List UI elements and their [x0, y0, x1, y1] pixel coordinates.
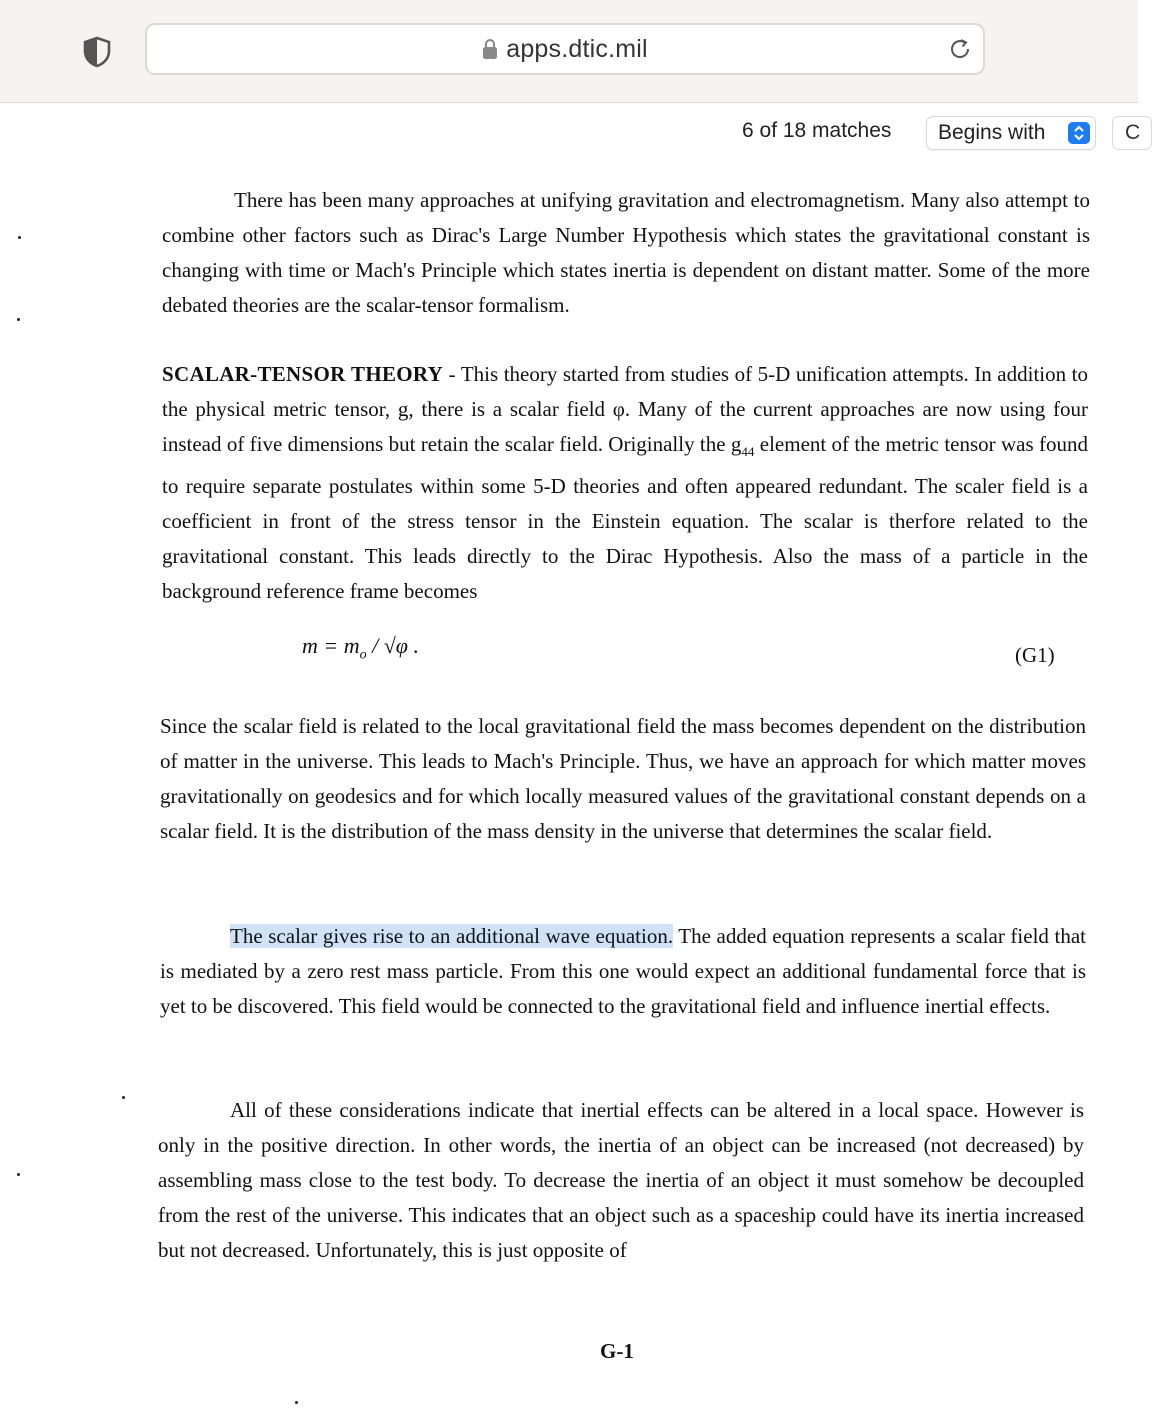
find-mode-select[interactable]: [926, 116, 1096, 150]
match-count: 6 of 18 matches: [742, 119, 892, 142]
browser-toolbar: [0, 0, 1138, 103]
shield-half-icon[interactable]: [82, 36, 112, 68]
page-number: G-1: [600, 1339, 634, 1363]
equation-g1: [302, 633, 419, 663]
scan-speck: [122, 1096, 125, 1099]
paragraph-text-rest: element of the metric tensor was found to require separate postulates within some 5-D theories and often appeared redundant. The scaler field is a coefficient in front of the stress tensor in the Einstein equation. The scalar is therfore related to the gravitational constant. This leads directly to the Dirac Hypothesis. Also the mass of a particle in the background reference frame becomes: [162, 432, 1088, 604]
equation-lhs: m = m: [302, 633, 360, 658]
paragraph-wave-equation: [160, 919, 1086, 1024]
paragraph-text: - This theory started from studies of 5-D unification attempts. In addition to the physical metric tensor, g, there is a scalar field φ. Many of the current approaches are now using four instead of five dimensions but retain the scalar field. Originally the g: [162, 362, 1088, 456]
reload-icon[interactable]: [947, 36, 973, 62]
paragraph-inertia: All of these considerations indicate that inertial effects can be altered in a local space. However is only in the positive direction. In other words, the inertia of an object can be increased (not decreased) by assembling mass close to the test body. To decrease the inertia of an object it must somehow be decoupled from the rest of the universe. This indicates that an object such as a spaceship could have its inertia increased but not decreased. Unfortunately, this is just opposite of: [158, 1098, 1084, 1262]
find-next-button[interactable]: C: [1112, 116, 1152, 150]
equation-rhs: / √φ .: [366, 633, 419, 658]
paragraph-scalar-tensor: [162, 357, 1088, 609]
chevron-updown-icon: [1068, 122, 1090, 144]
lock-icon: [482, 38, 498, 60]
paragraph-mach: Since the scalar field is related to the local gravitational field the mass becomes dependent on the distribution of matter in the universe. This leads to Mach's Principle. Thus, we have an approach for which matter moves gravitationally on geodesics and for which locally measured values of the gravitational constant depends on a scalar field. It is the distribution of the mass density in the universe that determines the scalar field.: [160, 714, 1086, 843]
find-highlight: The scalar gives rise to an additional wave equation.: [230, 924, 674, 948]
equation-number: (G1): [1015, 643, 1055, 667]
paragraph-intro: There has been many approaches at unifying gravitation and electromagnetism. Many also attempt to combine other factors such as Dirac's Large Number Hypothesis which states the gravitational constant is changing with time or Mach's Principle which states inertia is dependent on distant matter. Some of the more debated theories are the scalar-tensor formalism.: [162, 188, 1090, 317]
paragraph-text: The added equation represents a scalar field that is mediated by a zero rest mass particle. From this one would expect an additional fundamental force that is yet to be discovered. This field would be connected to the gravitational field and influence inertial effects.: [160, 924, 1086, 1018]
url-text: apps.dtic.mil: [506, 34, 648, 63]
find-mode-label: Begins with: [938, 121, 1046, 144]
equation-subscript: o: [359, 647, 367, 663]
scan-speck: [17, 318, 20, 321]
subscript: 44: [741, 444, 755, 460]
scan-speck: [18, 236, 21, 239]
document-page: [0, 163, 1138, 1416]
section-heading: SCALAR-TENSOR THEORY: [162, 362, 444, 386]
scan-speck: [17, 1173, 20, 1176]
address-bar[interactable]: [145, 23, 985, 75]
scan-speck: [295, 1401, 298, 1404]
